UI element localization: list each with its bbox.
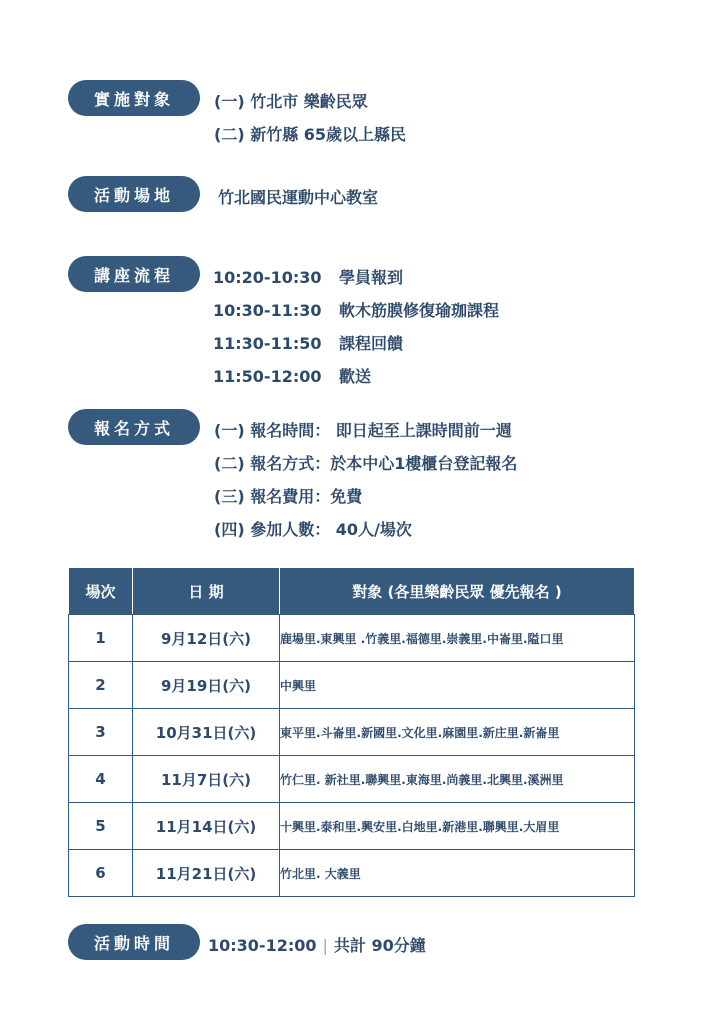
session-number: 3: [69, 709, 133, 756]
activity-time-text: [208, 933, 426, 956]
activity-time-total: 共計 90分鐘: [333, 936, 426, 955]
table-row: [69, 756, 635, 803]
session-target: 竹仁里. 新社里.聯興里.東海里.尚義里.北興里.溪洲里: [280, 756, 635, 803]
activity-time-label: 活動時間: [68, 924, 200, 960]
schedule-item: [213, 364, 371, 387]
schedule-desc: 課程回饋: [339, 334, 404, 353]
activity-time-range: 10:30-12:00: [208, 936, 317, 955]
session-target: 十興里.泰和里.興安里.白地里.新港里.聯興里.大眉里: [280, 803, 635, 850]
schedule-item: [213, 265, 403, 288]
schedule-desc: 歡送: [339, 367, 372, 386]
schedule-desc: 軟木筋膜修復瑜珈課程: [339, 301, 500, 320]
table-row: [69, 850, 635, 897]
session-date: 9月19日(六): [133, 662, 280, 709]
header-date: 日 期: [133, 568, 280, 615]
registration-line-1: (一) 報名時間： 即日起至上課時間前一週: [214, 421, 512, 440]
table-row: [69, 615, 635, 662]
session-table: [68, 567, 635, 897]
header-session: 場次: [69, 568, 133, 615]
session-target: 東平里.斗崙里.新國里.文化里.麻園里.新庄里.新崙里: [280, 709, 635, 756]
audience-label: 實施對象: [68, 80, 200, 116]
session-date: 9月12日(六): [133, 615, 280, 662]
schedule-item: [213, 298, 499, 321]
session-number: 2: [69, 662, 133, 709]
table-row: [69, 662, 635, 709]
registration-line-2: (二) 報名方式：於本中心1樓櫃台登記報名: [214, 454, 518, 473]
schedule-time: 10:30-11:30: [213, 301, 322, 320]
session-date: 10月31日(六): [133, 709, 280, 756]
activity-time-separator: |: [322, 936, 328, 955]
table-row: [69, 803, 635, 850]
audience-line-1: (一) 竹北市 樂齡民眾: [214, 92, 368, 111]
session-number: 6: [69, 850, 133, 897]
schedule-label: 講座流程: [68, 256, 200, 292]
registration-line-3: (三) 報名費用：免費: [214, 487, 363, 506]
session-target: 鹿場里.東興里 .竹義里.福德里.崇義里.中崙里.隘口里: [280, 615, 635, 662]
schedule-time: 10:20-10:30: [213, 268, 322, 287]
session-date: 11月21日(六): [133, 850, 280, 897]
schedule-time: 11:30-11:50: [213, 334, 322, 353]
registration-label: 報名方式: [68, 409, 200, 445]
table-row: [69, 709, 635, 756]
schedule-time: 11:50-12:00: [213, 367, 322, 386]
session-target: 中興里: [280, 662, 635, 709]
session-number: 5: [69, 803, 133, 850]
schedule-item: [213, 331, 403, 354]
session-number: 4: [69, 756, 133, 803]
venue-text: 竹北國民運動中心教室: [218, 188, 379, 207]
registration-line-4: (四) 參加人數： 40人/場次: [214, 520, 412, 539]
table-header-row: [69, 568, 635, 615]
venue-label: 活動場地: [68, 176, 200, 212]
session-target: 竹北里. 大義里: [280, 850, 635, 897]
session-date: 11月14日(六): [133, 803, 280, 850]
session-date: 11月7日(六): [133, 756, 280, 803]
audience-line-2: (二) 新竹縣 65歲以上縣民: [214, 125, 407, 144]
session-number: 1: [69, 615, 133, 662]
schedule-desc: 學員報到: [339, 268, 404, 287]
header-target: 對象 (各里樂齡民眾 優先報名 ): [280, 568, 635, 615]
